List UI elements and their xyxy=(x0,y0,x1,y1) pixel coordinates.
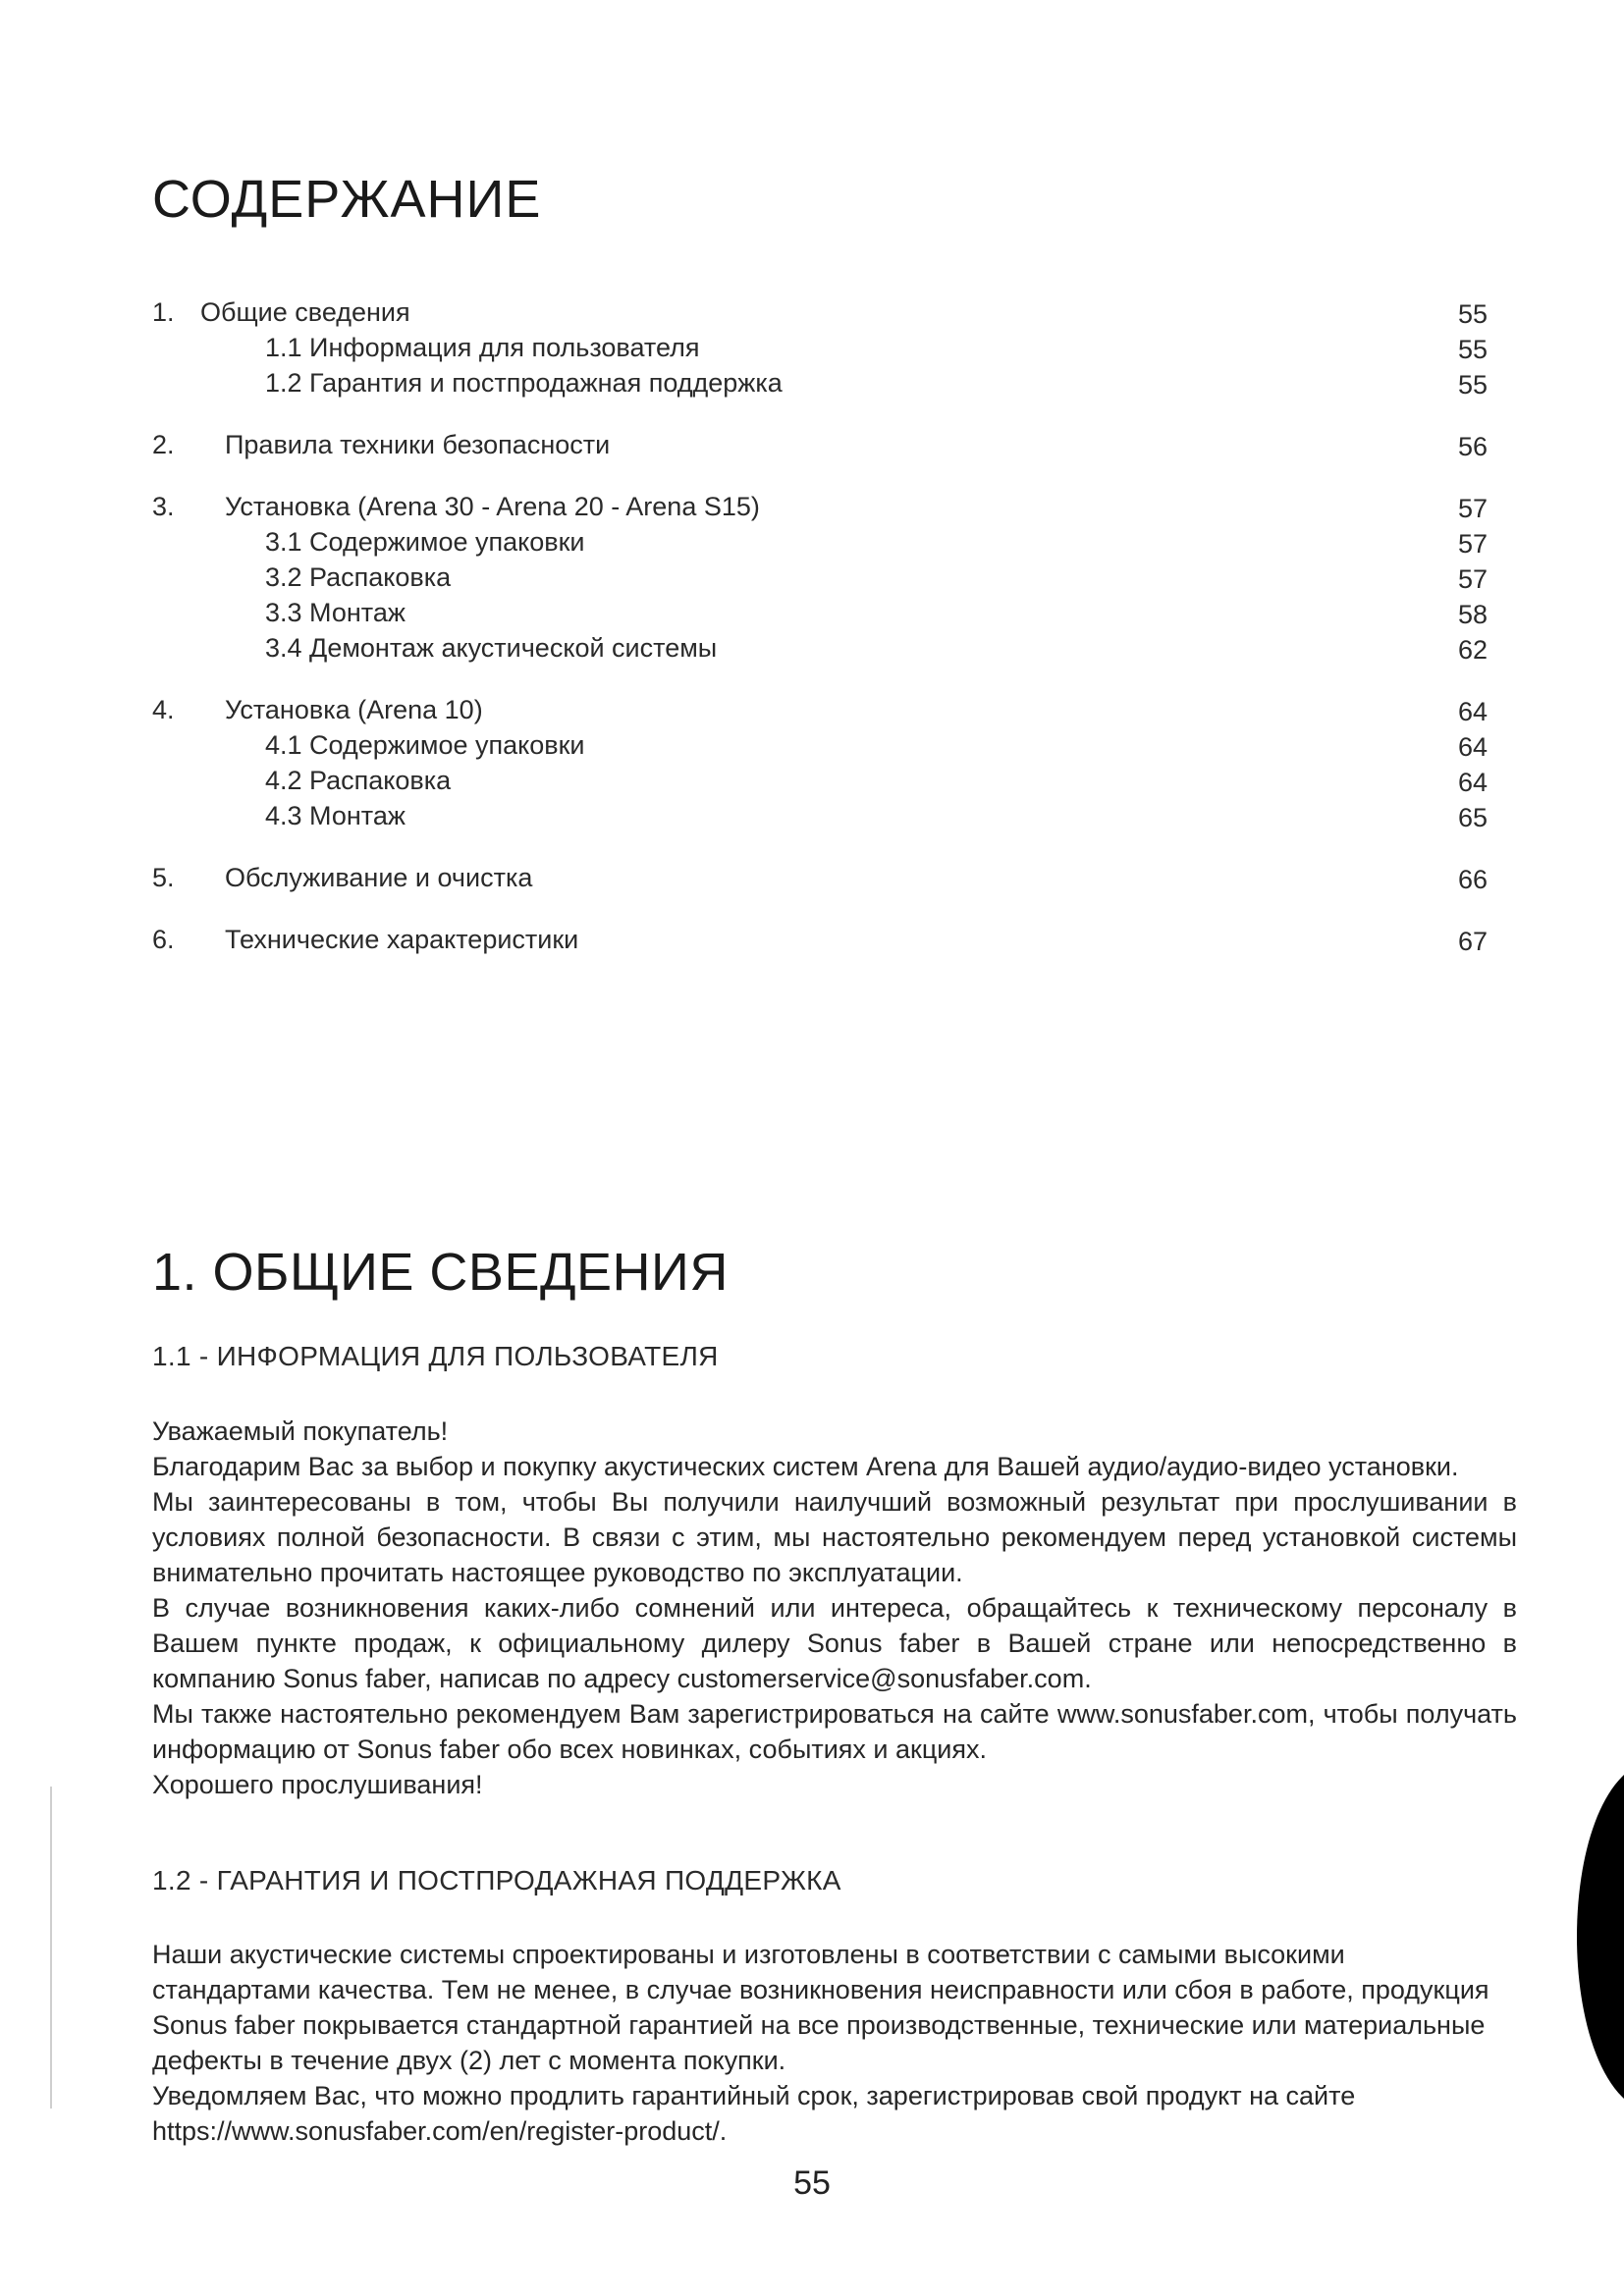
toc-subentry[interactable] xyxy=(152,630,1488,666)
user-info-text xyxy=(152,1414,1517,1802)
toc-group xyxy=(152,860,1488,895)
toc-subentry-page: 58 xyxy=(1457,600,1488,629)
toc-entry-label: Технические характеристики xyxy=(225,925,579,954)
toc-group xyxy=(152,692,1488,833)
toc-entry-page: 66 xyxy=(1457,865,1488,894)
paragraph: Наши акустические системы спроектированы и изготовлены в соответствии с самыми высокими стандартами качества. Тем не менее, в случае возникновения неисправности или сбоя в работе, продукция Sonus faber покрывается стандартной гарантией на все производственные, технические или материальные дефекты в течение двух (2) лет с момента покупки. xyxy=(152,1940,1489,2075)
toc-entry-label: Правила техники безопасности xyxy=(225,430,611,459)
paragraph: Мы заинтересованы в том, чтобы Вы получили наилучший возможный результат при прослушивании в условиях полной безопасности. В связи с этим, мы настоятельно рекомендуем перед установкой системы внимательно прочитать настоящее руководство по эксплуатации. xyxy=(152,1487,1517,1587)
toc-subentry-label: 4.2 Распаковка xyxy=(265,766,452,795)
toc-entry-page: 56 xyxy=(1457,432,1488,461)
paragraph: Хорошего прослушивания! xyxy=(152,1770,483,1799)
paragraph: Мы также настоятельно рекомендуем Вам зарегистрироваться на сайте www.sonusfaber.com, чтобы получать информацию от Sonus faber обо всех новинках, событиях и акциях. xyxy=(152,1699,1517,1764)
paragraph: В случае возникновения каких-либо сомнений или интереса, обращайтесь к техническому персоналу в Вашем пункте продаж, к официальному дилеру Sonus faber в Вашей стране или непосредственно в компанию Sonus faber, написав по адресу customerservice@sonusfaber.com. xyxy=(152,1593,1517,1693)
toc-entry-label: Общие сведения xyxy=(200,297,410,327)
toc-subentry-page: 64 xyxy=(1457,732,1488,762)
toc-subentry-label: 1.2 Гарантия и постпродажная поддержка xyxy=(265,368,783,398)
toc-subentry[interactable] xyxy=(152,727,1488,763)
toc-subentry-label: 3.3 Монтаж xyxy=(265,598,406,627)
toc-entry-number: 1. xyxy=(152,297,175,327)
toc-subentry-label: 3.1 Содержимое упаковки xyxy=(265,527,585,557)
language-tab-label: РУ xyxy=(1498,1890,1553,1929)
toc-subentry-page: 55 xyxy=(1457,370,1488,400)
toc-title: СОДЕРЖАНИЕ xyxy=(152,170,542,229)
paragraph: Уведомляем Вас, что можно продлить гарантийный срок, зарегистрировав свой продукт на сайте https://www.sonusfaber.com/en/register-product/. xyxy=(152,2081,1356,2146)
toc-subentry-label: 4.3 Монтаж xyxy=(265,801,406,830)
toc-entry-label: Установка (Arena 10) xyxy=(225,695,483,724)
toc-group xyxy=(152,922,1488,957)
subsection-heading-warranty: 1.2 - ГАРАНТИЯ И ПОСТПРОДАЖНАЯ ПОДДЕРЖКА xyxy=(152,1865,841,1896)
toc-entry-number: 3. xyxy=(152,492,175,521)
table-of-contents xyxy=(152,294,1488,984)
toc-subentry[interactable] xyxy=(152,595,1488,630)
toc-subentry-page: 62 xyxy=(1457,635,1488,665)
toc-group xyxy=(152,489,1488,666)
toc-entry-number: 5. xyxy=(152,863,175,892)
toc-subentry[interactable] xyxy=(152,524,1488,560)
language-tab-shape xyxy=(1571,1775,1624,2099)
toc-subentry[interactable] xyxy=(152,560,1488,595)
toc-subentry[interactable] xyxy=(152,763,1488,798)
toc-entry-page: 64 xyxy=(1457,697,1488,726)
warranty-text xyxy=(152,1937,1492,2149)
toc-subentry-page: 55 xyxy=(1457,335,1488,364)
section-title: 1. ОБЩИЕ СВЕДЕНИЯ xyxy=(152,1243,729,1302)
toc-subentry-label: 3.2 Распаковка xyxy=(265,562,452,592)
toc-subentry[interactable] xyxy=(152,365,1488,400)
toc-entry[interactable] xyxy=(152,860,1488,895)
toc-subentry[interactable] xyxy=(152,330,1488,365)
toc-entry[interactable] xyxy=(152,489,1488,524)
toc-subentry[interactable] xyxy=(152,798,1488,833)
toc-entry-page: 67 xyxy=(1457,927,1488,956)
toc-entry-label: Обслуживание и очистка xyxy=(225,863,533,892)
paragraph: Уважаемый покупатель! xyxy=(152,1416,449,1446)
toc-entry-number: 6. xyxy=(152,925,175,954)
toc-subentry-label: 4.1 Содержимое упаковки xyxy=(265,730,585,760)
toc-entry[interactable] xyxy=(152,922,1488,957)
toc-subentry-label: 3.4 Демонтаж акустической системы xyxy=(265,633,718,663)
subsection-heading-user-info: 1.1 - ИНФОРМАЦИЯ ДЛЯ ПОЛЬЗОВАТЕЛЯ xyxy=(152,1341,719,1371)
language-tab xyxy=(1571,1775,1624,2099)
toc-group xyxy=(152,427,1488,462)
toc-entry[interactable] xyxy=(152,294,1488,330)
toc-entry-number: 4. xyxy=(152,695,175,724)
margin-rule xyxy=(50,1787,52,2109)
toc-entry-number: 2. xyxy=(152,430,175,459)
toc-group xyxy=(152,294,1488,400)
toc-entry-page: 55 xyxy=(1457,299,1488,329)
paragraph: Благодарим Вас за выбор и покупку акустических систем Arena для Вашей аудио/аудио-видео установки. xyxy=(152,1452,1459,1481)
page-number: 55 xyxy=(793,2164,831,2202)
toc-subentry-page: 57 xyxy=(1457,564,1488,594)
toc-subentry-page: 65 xyxy=(1457,803,1488,832)
toc-subentry-page: 57 xyxy=(1457,529,1488,559)
toc-subentry-label: 1.1 Информация для пользователя xyxy=(265,333,700,362)
toc-entry[interactable] xyxy=(152,427,1488,462)
toc-entry-page: 57 xyxy=(1457,494,1488,523)
toc-entry[interactable] xyxy=(152,692,1488,727)
toc-subentry-page: 64 xyxy=(1457,768,1488,797)
toc-entry-label: Установка (Arena 30 - Arena 20 - Arena S15) xyxy=(225,492,760,521)
